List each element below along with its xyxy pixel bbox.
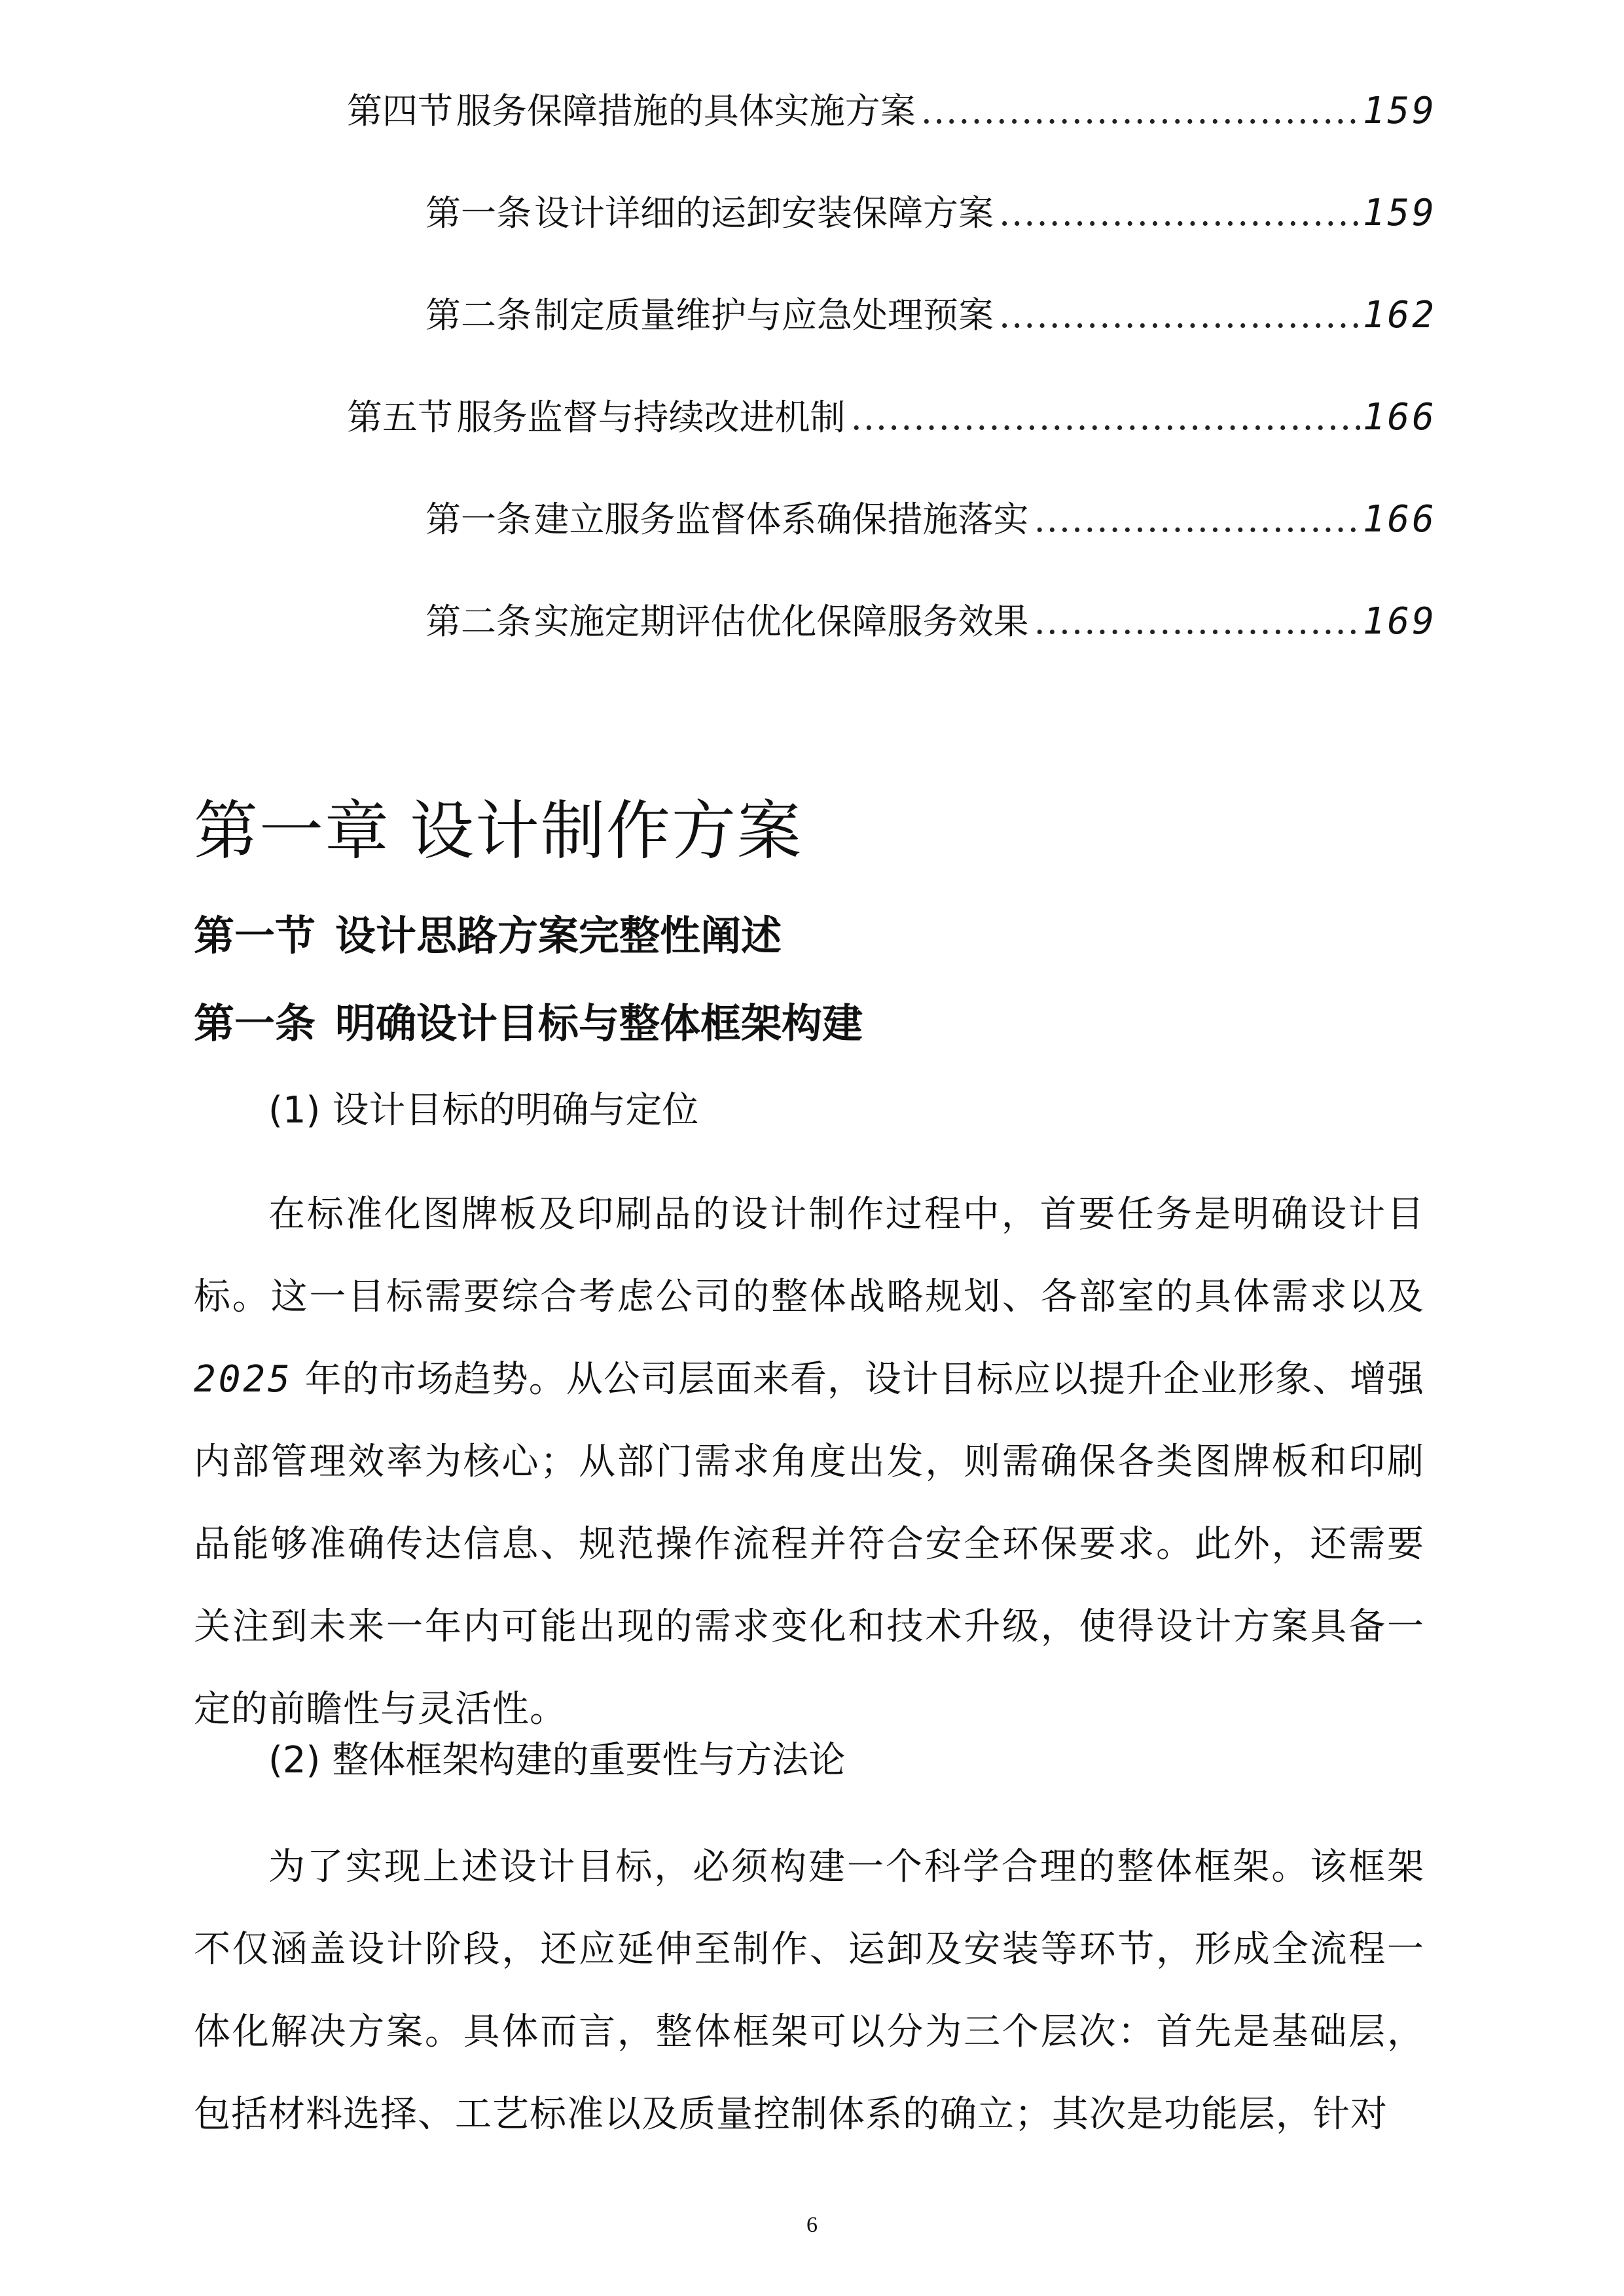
year-number: 2025 <box>194 1358 293 1401</box>
toc-leader-dots <box>921 88 1360 134</box>
toc-entry[interactable] <box>425 293 1437 338</box>
toc-page-number: 162 <box>1362 294 1437 336</box>
toc-leader-dots <box>1034 599 1360 645</box>
subheading-number: (2) <box>268 1739 321 1782</box>
body-paragraph <box>194 1174 1424 1751</box>
chapter-name: 设计制作方案 <box>410 794 803 869</box>
toc-entry-title: 服务监督与持续改进机制 <box>456 397 846 438</box>
toc-entry-number: 第二条 <box>425 295 532 336</box>
subheading-text: 设计目标的明确与定位 <box>332 1089 699 1132</box>
body-paragraph <box>194 1826 1424 2156</box>
page-number: 6 <box>806 2213 818 2237</box>
chapter-number: 第一章 <box>194 794 391 869</box>
article-name: 明确设计目标与整体框架构建 <box>335 999 863 1047</box>
toc-entry-title: 制定质量维护与应急处理预案 <box>533 295 994 336</box>
paragraph-text: 为了实现上述设计目标，必须构建一个科学合理的整体框架。该框架不仅涵盖设计阶段，还应延伸至制作、运卸及安装等环节，形成全流程一体化解决方案。具体而言，整体框架可以分为三个层次：首先是基础层，包括材料选择、工艺标准以及质量控制体系的确立；其次是功能层，针对 <box>194 1846 1424 2136</box>
subheading-text: 整体框架构建的重要性与方法论 <box>332 1739 846 1782</box>
toc-page-number: 169 <box>1362 600 1437 643</box>
toc-entry-number: 第一条 <box>425 499 532 540</box>
toc-entry-number: 第二条 <box>425 601 532 642</box>
chapter-title <box>194 789 803 874</box>
toc-entry-number: 第一条 <box>425 192 532 234</box>
article-number: 第一条 <box>194 999 316 1047</box>
toc-leader-dots <box>999 190 1360 236</box>
article-title <box>194 996 863 1051</box>
toc-entry-title: 服务保障措施的具体实施方案 <box>456 90 916 132</box>
subheading-number: (1) <box>268 1089 321 1132</box>
section-number: 第一节 <box>194 912 316 960</box>
toc-entry-title: 设计详细的运卸安装保障方案 <box>533 192 994 234</box>
paragraph-text: 年的市场趋势。从公司层面来看，设计目标应以提升企业形象、增强内部管理效率为核心；从部门需求角度出发，则需确保各类图牌板和印刷品能够准确传达信息、规范操作流程并符合安全环保要求。此外，还需要关注到未来一年内可能出现的需求变化和技术升级，使得设计方案具备一定的前瞻性与灵活性。 <box>194 1358 1424 1731</box>
toc-page-number: 166 <box>1362 396 1437 439</box>
toc-page-number: 166 <box>1362 498 1437 541</box>
section-title <box>194 908 782 963</box>
toc-page-number: 159 <box>1362 192 1437 234</box>
toc-entry-number: 第五节 <box>347 397 453 438</box>
subheading-design-goal <box>268 1085 698 1137</box>
subheading-framework <box>268 1734 845 1787</box>
toc-entry-title: 建立服务监督体系确保措施落实 <box>533 499 1029 540</box>
toc-leader-dots <box>851 395 1360 440</box>
toc-entry[interactable] <box>347 88 1437 134</box>
section-name: 设计思路方案完整性阐述 <box>335 912 782 960</box>
toc-entry-number: 第四节 <box>347 90 453 132</box>
toc-page-number: 159 <box>1362 90 1437 132</box>
toc-entry[interactable] <box>425 497 1437 543</box>
toc-leader-dots <box>999 293 1360 338</box>
toc-entry-title: 实施定期评估优化保障服务效果 <box>533 601 1029 642</box>
toc-leader-dots <box>1034 497 1360 543</box>
toc-entry[interactable] <box>425 599 1437 645</box>
toc-entry[interactable] <box>425 190 1437 236</box>
paragraph-text: 在标准化图牌板及印刷品的设计制作过程中，首要任务是明确设计目标。这一目标需要综合考虑公司的整体战略规划、各部室的具体需求以及 <box>194 1193 1424 1318</box>
toc-entry[interactable] <box>347 395 1437 440</box>
